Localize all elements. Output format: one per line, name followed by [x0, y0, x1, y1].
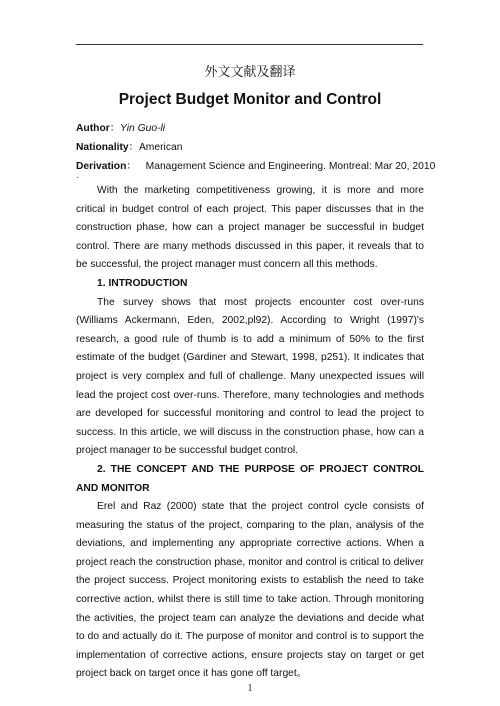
introduction-paragraph: The survey shows that most projects encounter cost over-runs (Williams Ackermann, Eden, 2002,pl92). According to Wright (1997)'s research, a good rule of thumb is to add a minimum of 50% to the first estimate of the budget (Gardiner and Stewart, 1998, p251). It indicates that project is very complex and full of challenge. Many unexpected issues will lead the project cost over-runs. Therefore, many technologies and methods are developed for successful monitoring and control to lead the project to success. In this article, we will discuss in the construction phase, how can a project manager to be successful budget control.	[76, 296, 424, 457]
nationality-label: Nationality	[76, 142, 129, 153]
nationality-separator: ：	[128, 142, 139, 153]
nationality-line	[76, 141, 182, 155]
author-separator: ：	[109, 123, 121, 134]
derivation-separator: ：	[126, 161, 137, 172]
concept-paragraph: Erel and Raz (2000) state that the project control cycle consists of measuring the status of the project, comparing to the plan, analysis of the deviations, and implementing any appropriate corrective actions. When a project reach the construction phase, monitor and control is critical to deliver the project success. Project monitoring exists to establish the need to take corrective action, whilst there is still time to take action. Through monitoring the activities, the project team can analyze the deviations and decide what to do and actually do it. The purpose of monitor and control is to support the implementation of corrective actions, ensure projects stay on target or get project back on target once it has gone off target。	[76, 501, 424, 680]
paper-title: Project Budget Monitor and Control	[118, 91, 382, 108]
derivation-value: Management Science and Engineering. Montreal: Mar 20, 2010	[145, 161, 436, 172]
nationality-value: American	[138, 142, 183, 153]
chinese-title: 外文文献及翻译	[204, 65, 296, 80]
derivation-label: Derivation	[76, 161, 127, 172]
section-heading-introduction: 1. INTRODUCTION	[97, 277, 188, 289]
abstract-paragraph: With the marketing competitiveness growing, it is more and more critical in budget control of each project. This paper discusses that in the construction phase, how can a project manager be successful in budget control. There are many methods discussed in this paper, it reveals that to be successful, the project manager must concern all this methods.	[76, 185, 424, 271]
page-number: 1	[247, 683, 253, 694]
author-line	[76, 122, 165, 136]
body-text	[76, 182, 424, 684]
trailing-mark: .	[76, 170, 79, 180]
section-heading-concept: 2. THE CONCEPT AND THE PURPOSE OF PROJECT CONTROL AND MONITOR	[76, 463, 424, 494]
author-label: Author	[76, 123, 110, 134]
header-rule	[76, 44, 423, 45]
derivation-line	[76, 160, 435, 174]
author-value: Yin Guo-li	[120, 123, 166, 134]
